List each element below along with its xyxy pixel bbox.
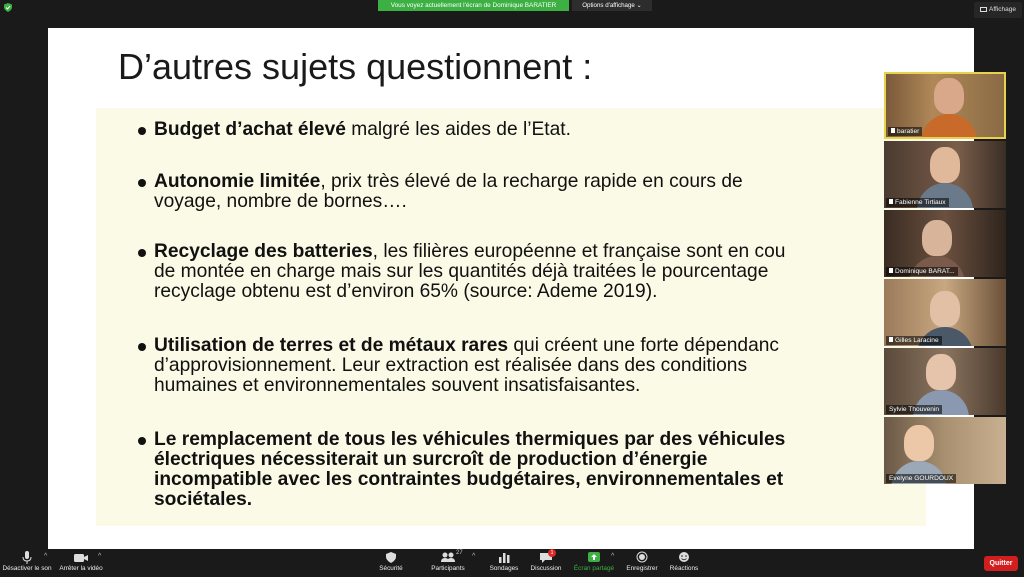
share-screen-icon: [587, 551, 601, 564]
participant-video-tile[interactable]: [884, 417, 1006, 484]
participant-name: Evelyne GOURDOUX: [889, 475, 954, 482]
share-options-caret[interactable]: ^: [611, 553, 615, 560]
pin-icon: [891, 128, 895, 133]
bullet-line: [154, 262, 768, 282]
bullet-dot: [138, 249, 146, 257]
bullet-text: , les filières européenne et française sont en cou: [372, 241, 786, 262]
bullet-bold-text: Utilisation de terres et de métaux rares: [154, 335, 509, 356]
security-label: Sécurité: [379, 565, 403, 572]
security-button[interactable]: [374, 551, 408, 574]
participants-icon: [440, 551, 456, 564]
bullet-line: [154, 192, 407, 212]
slide-title: D’autres sujets questionnent :: [118, 46, 593, 87]
screen-share-banner: Vous voyez actuellement l'écran de Dominique BARATIER: [378, 0, 569, 11]
share-screen-label: Écran partagé: [573, 565, 615, 572]
participants-count: 27: [456, 550, 463, 556]
security-shield-icon: [385, 551, 397, 564]
bullet-line: [154, 470, 783, 490]
smiley-icon: [678, 551, 690, 564]
participant-video-tile[interactable]: [884, 279, 1006, 346]
shield-check-icon[interactable]: [4, 3, 12, 12]
bullet-text: voyage, nombre de bornes….: [154, 191, 407, 212]
record-button[interactable]: [624, 551, 660, 574]
participant-name-label: [886, 336, 942, 345]
polls-button[interactable]: [486, 551, 522, 574]
view-options-label: Options d'affichage: [582, 2, 635, 9]
mute-label: Désactiver le son: [2, 565, 52, 572]
slide-content-box: [96, 108, 926, 526]
bullet-dot: [138, 437, 146, 445]
participant-name: Fabienne Tirtiaux: [895, 199, 946, 206]
bullet-line: [154, 172, 743, 192]
participant-name: Sylvie Thouvenin: [889, 406, 940, 413]
bullet-line: [154, 120, 571, 140]
view-options-menu[interactable]: [572, 0, 652, 11]
bullet-line: [154, 282, 657, 302]
participant-gallery: [884, 72, 1006, 487]
participant-video-tile[interactable]: [884, 348, 1006, 415]
bullet-line: [154, 242, 785, 262]
participant-face: [904, 425, 934, 461]
microphone-icon: [21, 551, 33, 564]
participant-name-label: [888, 127, 922, 136]
participant-name: baratier: [897, 128, 920, 135]
view-button[interactable]: [974, 2, 1022, 18]
participant-face: [930, 147, 960, 183]
bullet-dot: [138, 343, 146, 351]
record-label: Enregistrer: [626, 565, 658, 572]
bullet-line: [154, 336, 779, 356]
top-bar: [0, 0, 1024, 14]
view-button-label: Affichage: [989, 6, 1016, 13]
chevron-down-icon: ⌄: [636, 2, 642, 9]
participants-options-caret[interactable]: ^: [472, 553, 476, 560]
bullet-dot: [138, 179, 146, 187]
bullet-line: [154, 376, 640, 396]
participant-face: [930, 291, 960, 327]
participant-video-tile[interactable]: [884, 141, 1006, 208]
participant-name-label: [886, 267, 958, 276]
bullet-bold-text: électriques nécessiterait un surcroît de production d’énergie: [154, 449, 708, 470]
bar-chart-icon: [498, 551, 510, 564]
reactions-button[interactable]: [666, 551, 702, 574]
pin-icon: [889, 337, 893, 342]
participant-name-label: [886, 405, 942, 414]
mute-options-caret[interactable]: ^: [44, 553, 48, 560]
shared-slide: [48, 28, 974, 549]
pin-icon: [889, 199, 893, 204]
participant-name-label: [886, 198, 949, 207]
participant-name: Dominique BARAT...: [895, 268, 955, 275]
bullet-text: qui créent une forte dépendanc: [508, 335, 780, 356]
bullet-bold-text: Le remplacement de tous les véhicules thermiques par des véhicules: [154, 429, 786, 450]
participant-face: [926, 354, 956, 390]
grid-view-icon: [980, 7, 987, 12]
bullet-text: humaines et environnementales souvent insatisfaisantes.: [154, 375, 641, 396]
bullet-text: de montée en charge mais sur les quantités déjà traitées le pourcentage: [154, 261, 769, 282]
bullet-line: [154, 356, 747, 376]
bullet-bold-text: incompatible avec les contraintes budgétaires, environnementales et: [154, 469, 784, 490]
pin-icon: [889, 268, 893, 273]
video-camera-icon: [73, 551, 89, 564]
bullet-bold-text: Autonomie limitée: [154, 171, 321, 192]
bullet-bold-text: Recyclage des batteries: [154, 241, 373, 262]
share-screen-button[interactable]: [572, 551, 616, 574]
polls-label: Sondages: [489, 565, 519, 572]
record-icon: [636, 551, 648, 564]
bullet-bold-text: Budget d’achat élevé: [154, 119, 346, 140]
participant-face: [934, 78, 964, 114]
bullet-line: [154, 490, 252, 510]
participant-name-label: [886, 474, 956, 483]
bullet-line: [154, 450, 707, 470]
chat-button[interactable]: [528, 551, 564, 574]
bullet-dot: [138, 127, 146, 135]
bullet-line: [154, 430, 785, 450]
chat-label: Discussion: [530, 565, 562, 572]
bullet-list: [96, 108, 926, 526]
bullet-text: d’approvisionnement. Leur extraction est réalisée dans des conditions: [154, 355, 748, 376]
chat-unread-badge: 1: [548, 549, 556, 557]
participant-video-tile[interactable]: [884, 210, 1006, 277]
bullet-text: recyclage obtenu est d’environ 65% (source: Ademe 2019).: [154, 281, 658, 302]
bullet-bold-text: sociétales.: [154, 489, 253, 510]
bullet-text: , prix très élevé de la recharge rapide en cours de: [320, 171, 743, 192]
bullet-text: malgré les aides de l’Etat.: [345, 119, 571, 140]
participant-face: [922, 220, 952, 256]
participant-video-tile[interactable]: [884, 72, 1006, 139]
video-options-caret[interactable]: ^: [98, 553, 102, 560]
meeting-toolbar: [0, 549, 1024, 577]
participant-name: Gilles Laracine: [895, 337, 939, 344]
quit-button[interactable]: Quitter: [984, 556, 1018, 571]
participants-label: Participants: [431, 565, 465, 572]
reactions-label: Réactions: [669, 565, 699, 572]
stop-video-label: Arrêter la vidéo: [59, 565, 103, 572]
